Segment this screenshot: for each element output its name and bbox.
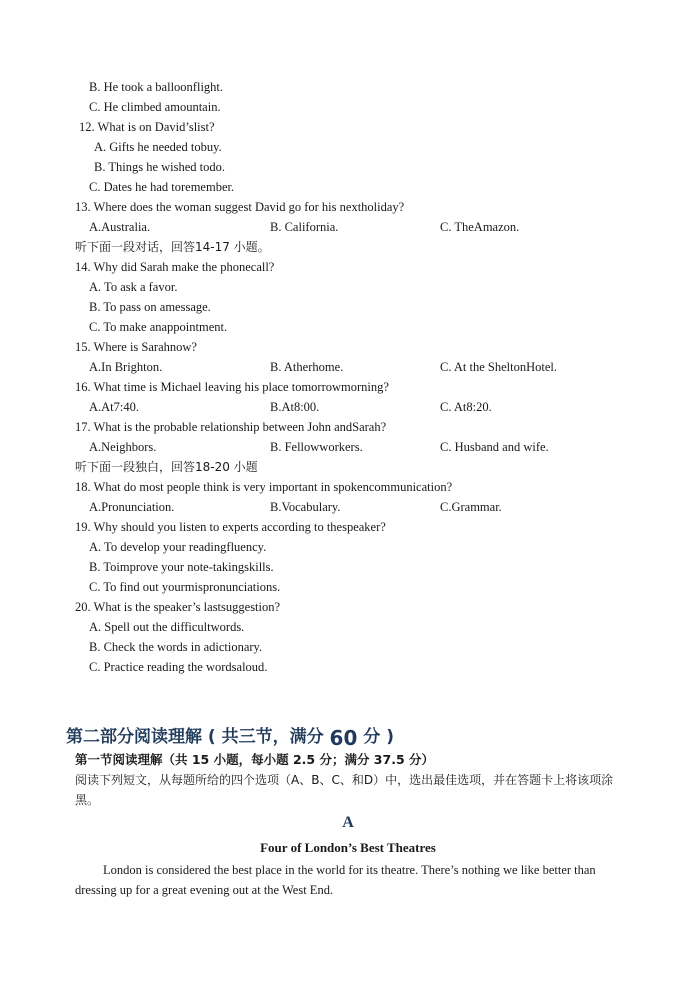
answer-option: B. Things he wished todo. bbox=[94, 160, 226, 174]
answer-option: B. California. bbox=[270, 220, 339, 234]
answer-option: C. Practice reading the wordsaloud. bbox=[89, 660, 268, 674]
question-stem: 14. Why did Sarah make the phonecall? bbox=[75, 260, 275, 274]
answer-option: A. Gifts he needed tobuy. bbox=[94, 140, 222, 154]
answer-option: B. He took a balloonflight. bbox=[89, 80, 224, 94]
answer-option: C. To find out yourmispronunciations. bbox=[89, 580, 281, 594]
question-stem: 16. What time is Michael leaving his place tomorrowmorning? bbox=[75, 380, 389, 394]
answer-option: C. TheAmazon. bbox=[440, 220, 520, 234]
question-stem: 13. Where does the woman suggest David go for his nextholiday? bbox=[75, 200, 405, 214]
answer-option: B. Fellowworkers. bbox=[270, 440, 363, 454]
answer-option: A.Neighbors. bbox=[89, 440, 157, 454]
answer-option: C. He climbed amountain. bbox=[89, 100, 221, 114]
answer-option: A. To develop your readingfluency. bbox=[89, 540, 267, 554]
question-stem: 15. Where is Sarahnow? bbox=[75, 340, 197, 354]
answer-option: C. To make anappointment. bbox=[89, 320, 228, 334]
answer-option: C. Dates he had toremember. bbox=[89, 180, 235, 194]
answer-option: A. Spell out the difficultwords. bbox=[89, 620, 245, 634]
answer-option: B. To pass on amessage. bbox=[89, 300, 211, 314]
answer-option: B.At8:00. bbox=[270, 400, 320, 414]
answer-option: C.Grammar. bbox=[440, 500, 502, 514]
answer-option: C. At8:20. bbox=[440, 400, 492, 414]
passage-title: Four of London’s Best Theatres bbox=[260, 840, 436, 855]
answer-option: B. Atherhome. bbox=[270, 360, 344, 374]
question-stem: 19. Why should you listen to experts according to thespeaker? bbox=[75, 520, 386, 534]
question-stem: 17. What is the probable relationship between John andSarah? bbox=[75, 420, 387, 434]
answer-option: A.At7:40. bbox=[89, 400, 139, 414]
passage-paragraph: London is considered the best place in the world for its theatre. There’s nothing we like better than dressing up for a great evening out at the West End. bbox=[75, 863, 596, 897]
instructions: 阅读下列短文，从每题所给的四个选项（A、B、C、和D）中，选出最佳选项，并在答题卡上将该项涂黑。 bbox=[75, 773, 614, 807]
section-heading: 第二部分阅读理解 ( 共三节，满分 60 分 ) bbox=[66, 726, 394, 750]
question-stem: 20. What is the speaker’s lastsuggestion? bbox=[75, 600, 281, 614]
section-instruction: 听下面一段独白，回答18-20 小题 bbox=[75, 460, 258, 474]
answer-option: C. Husband and wife. bbox=[440, 440, 549, 454]
question-stem: 12. What is on David’slist? bbox=[79, 120, 215, 134]
section-instruction: 听下面一段对话，回答14-17 小题。 bbox=[75, 240, 270, 254]
answer-option: B. Toimprove your note-takingskills. bbox=[89, 560, 274, 574]
answer-option: A.Pronunciation. bbox=[89, 500, 175, 514]
subsection-heading: 第一节阅读理解（共 15 小题，每小题 2.5 分；满分 37.5 分） bbox=[75, 752, 434, 767]
question-stem: 18. What do most people think is very important in spokencommunication? bbox=[75, 480, 453, 494]
answer-option: A.Australia. bbox=[89, 220, 151, 234]
answer-option: C. At the SheltonHotel. bbox=[440, 360, 558, 374]
answer-option: B. Check the words in adictionary. bbox=[89, 640, 263, 654]
answer-option: A. To ask a favor. bbox=[89, 280, 178, 294]
answer-option: A.In Brighton. bbox=[89, 360, 163, 374]
answer-option: B.Vocabulary. bbox=[270, 500, 341, 514]
passage-letter: A bbox=[342, 814, 354, 831]
